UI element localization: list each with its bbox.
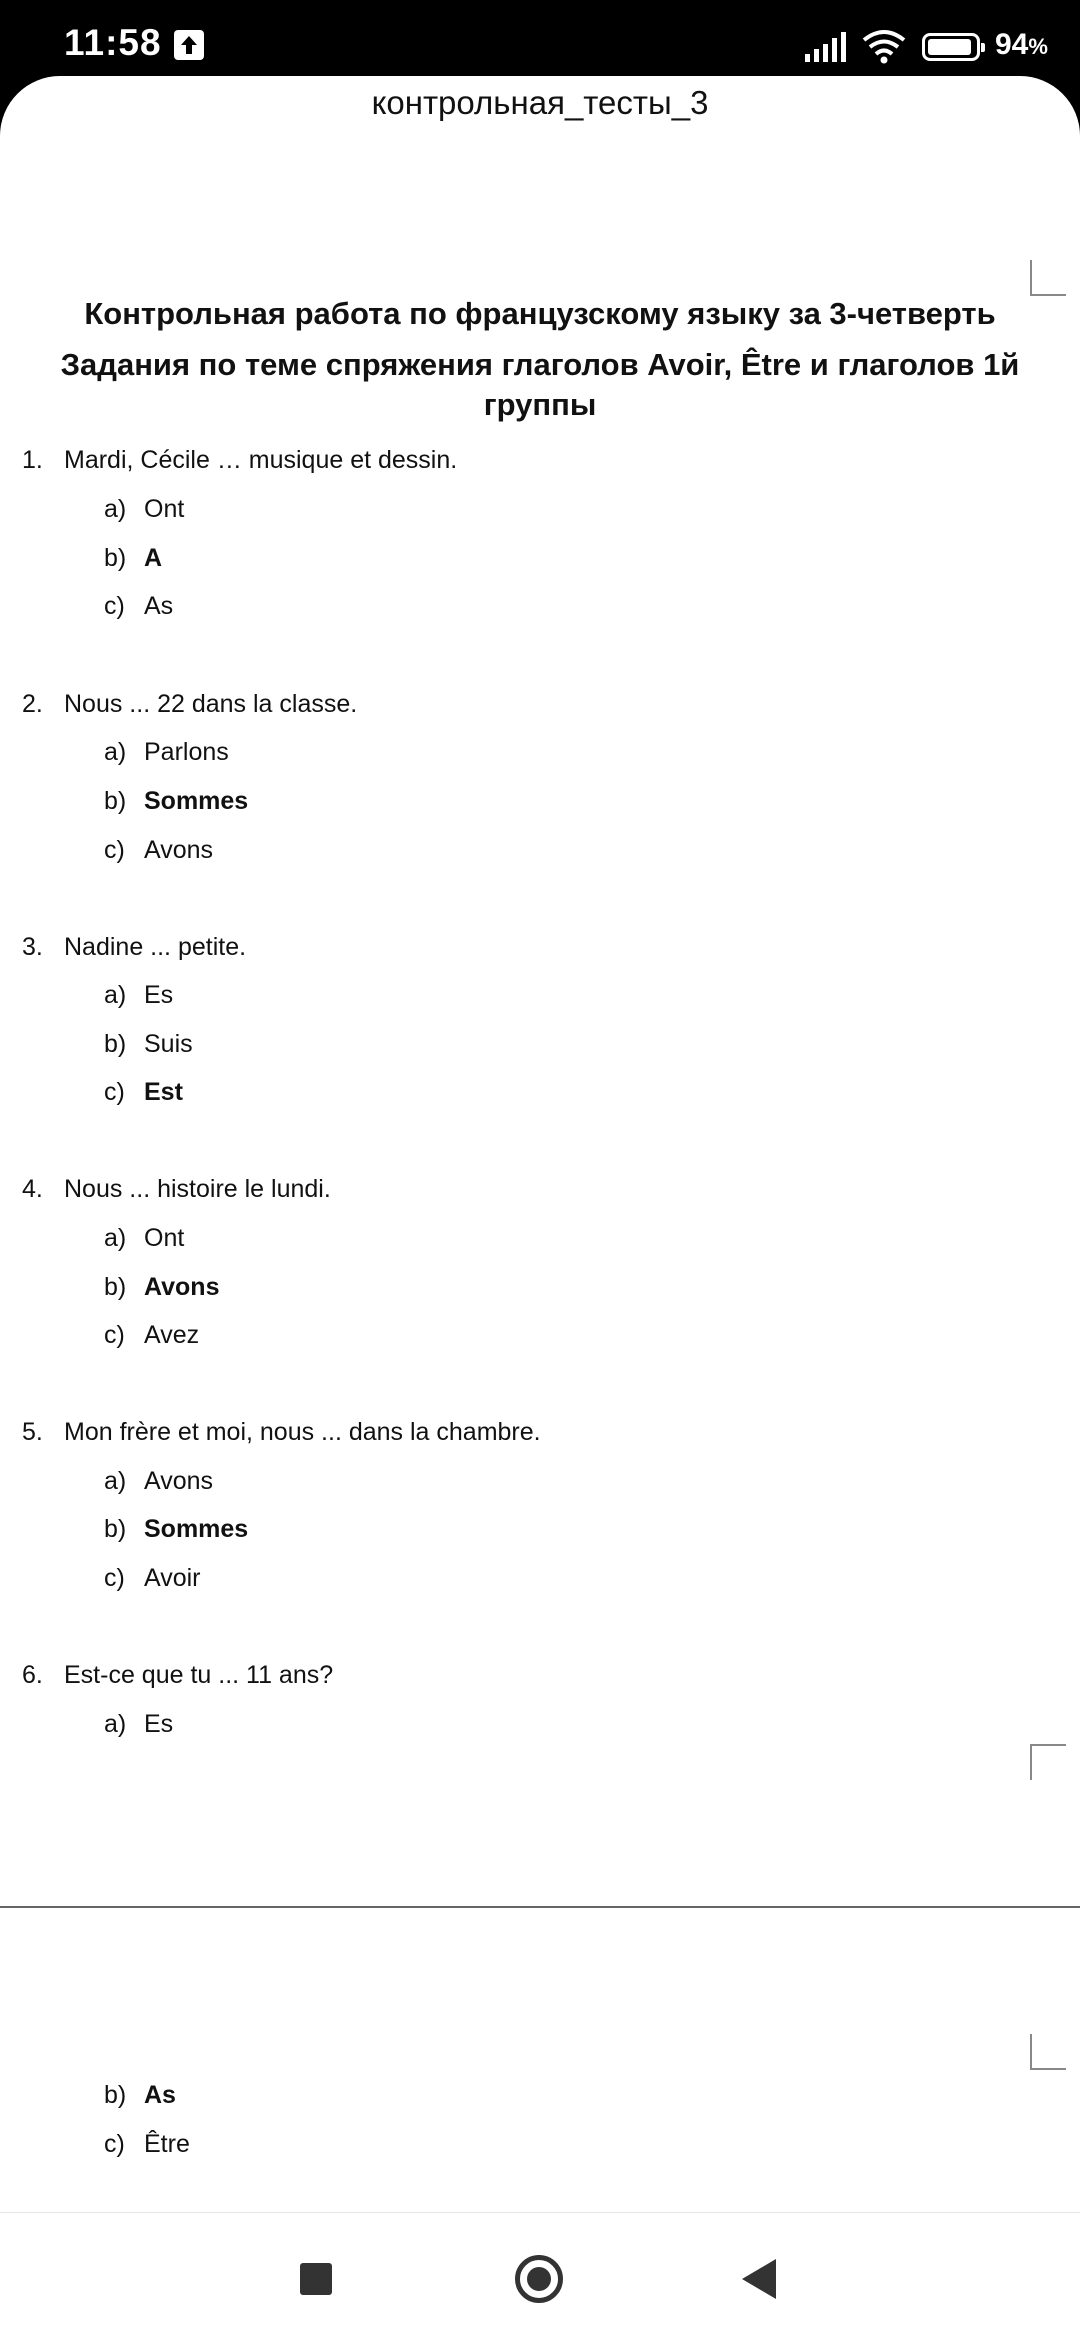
question-3-option-c: c) Est: [104, 1078, 183, 1106]
question-3-option-b: b) Suis: [104, 1030, 193, 1058]
page-subheading: Задания по теме спряжения глаголов Avoir, Être и глаголов 1й группы: [60, 347, 1020, 422]
battery-percent: 94%: [995, 28, 1048, 61]
question-1-option-a: a) Ont: [104, 495, 185, 523]
page-corner-marker: [1030, 260, 1066, 296]
question-3: 3. Nadine ... petite.: [22, 933, 247, 961]
home-button[interactable]: [515, 2255, 563, 2303]
question-6-option-c: c) Être: [104, 2130, 190, 2158]
question-4-option-b: b) Avons: [104, 1273, 220, 1301]
recents-button[interactable]: [300, 2263, 332, 2295]
question-2-option-c: c) Avons: [104, 836, 214, 864]
page-break-line: [0, 1906, 1080, 1908]
question-6-option-b: b) As: [104, 2081, 176, 2109]
question-2: 2. Nous ... 22 dans la classe.: [22, 690, 358, 718]
status-time: 11:58: [64, 22, 162, 63]
question-4-option-c: c) Avez: [104, 1321, 200, 1349]
page-corner-marker: [1030, 1744, 1066, 1780]
question-4: 4. Nous ... histoire le lundi.: [22, 1175, 331, 1203]
question-1: 1. Mardi, Cécile … musique et dessin.: [22, 446, 458, 474]
question-6: 6. Est-ce que tu ... 11 ans?: [22, 1661, 334, 1689]
signal-icon: [805, 32, 849, 62]
wifi-icon: [862, 28, 906, 64]
question-2-option-b: b) Sommes: [104, 787, 249, 815]
question-1-option-c: c) As: [104, 592, 174, 620]
question-5-option-c: c) Avoir: [104, 1564, 201, 1592]
question-1-option-b: b) A: [104, 544, 163, 572]
page-heading: Контрольная работа по французскому языку за 3-четверть: [84, 296, 996, 331]
page-corner-marker: [1030, 2034, 1066, 2070]
question-3-option-a: a) Es: [104, 981, 174, 1009]
document-viewer[interactable]: [0, 76, 1080, 2340]
battery-icon: [922, 33, 980, 61]
status-bar: [0, 0, 1080, 80]
question-6-option-a: a) Es: [104, 1710, 174, 1738]
document-title: контрольная_тесты_3: [371, 84, 709, 121]
question-5-option-a: a) Avons: [104, 1467, 214, 1495]
question-2-option-a: a) Parlons: [104, 738, 229, 766]
navigation-bar: [0, 2212, 1080, 2341]
question-5: 5. Mon frère et moi, nous ... dans la chambre.: [22, 1418, 541, 1446]
question-4-option-a: a) Ont: [104, 1224, 185, 1252]
battery-fill: [928, 39, 971, 55]
upload-icon: [174, 30, 204, 60]
back-button[interactable]: [742, 2259, 776, 2299]
question-5-option-b: b) Sommes: [104, 1515, 249, 1543]
